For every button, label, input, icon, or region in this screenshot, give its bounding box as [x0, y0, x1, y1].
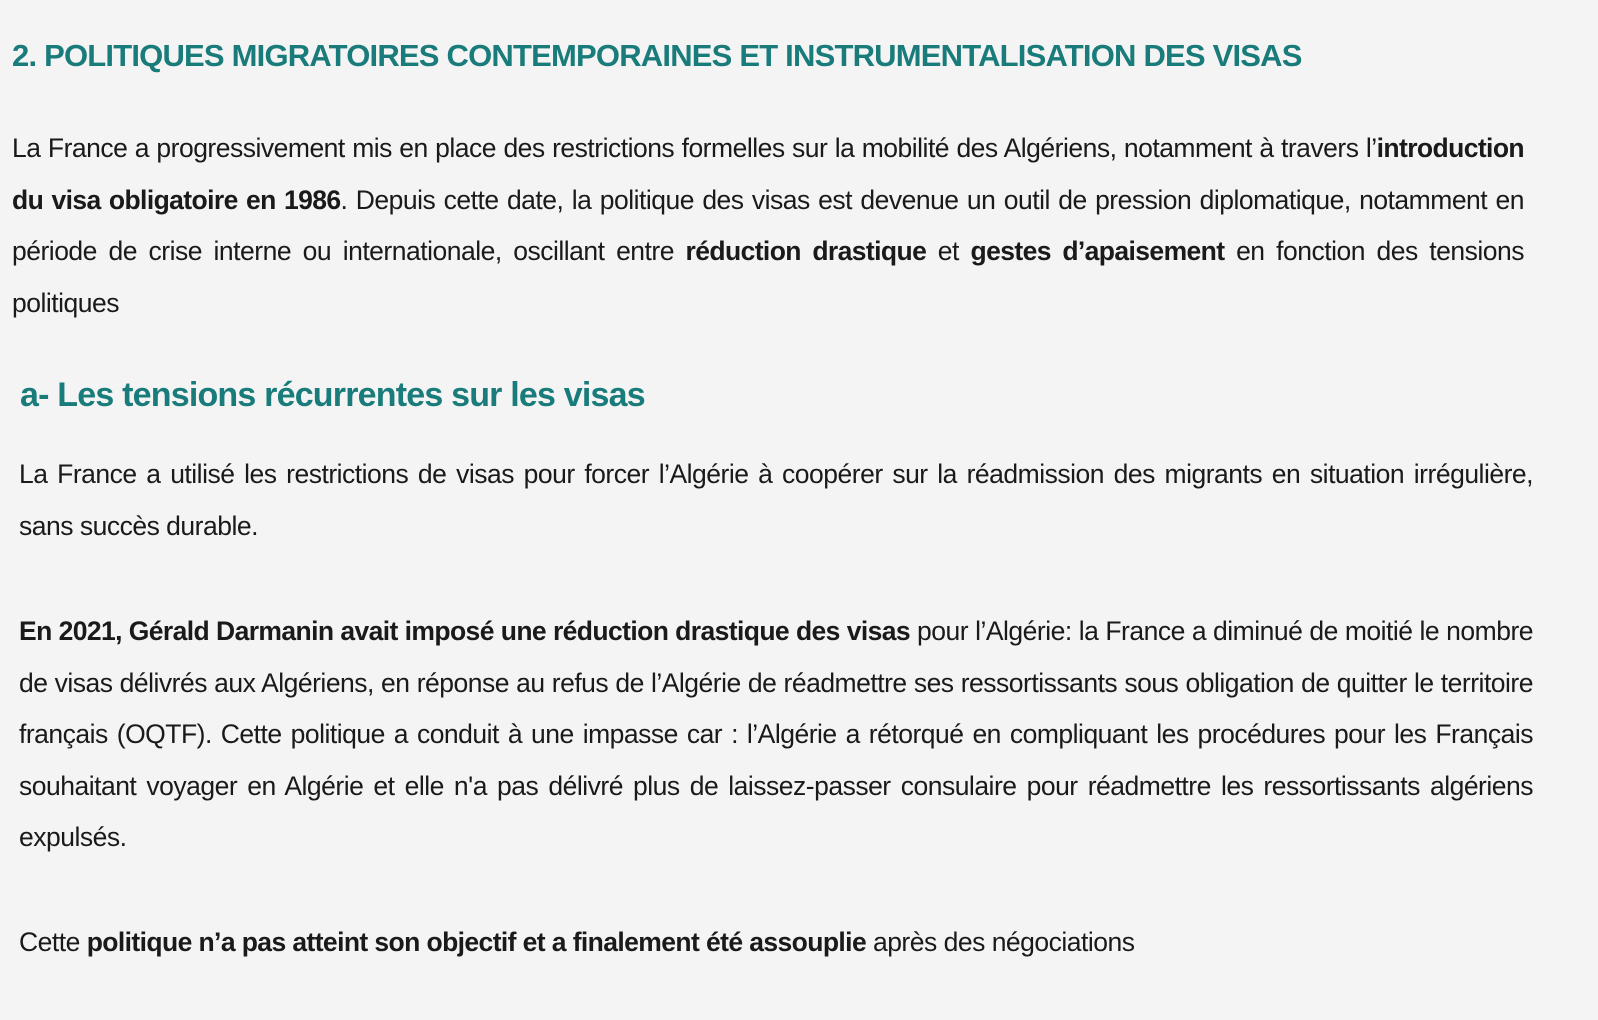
intro-text-3: et: [926, 236, 971, 266]
subsection-heading: a- Les tensions récurrentes sur les visas: [20, 376, 645, 414]
darmanin-text: pour l’Algérie: la France a diminué de moitié le nombre de visas délivrés aux Algériens, en réponse au refus de l’Algérie de réadmettre ses ressortissants sous obligation de quitter le territoire français (OQTF). Cette politique a conduit à une impasse car : l’Algérie a rétorqué en compliquant les procédures pour les Français souhaitant voyager en Algérie et elle n'a pas délivré plus de laissez-passer consulaire pour réadmettre les ressortissants algériens expulsés.: [19, 616, 1534, 852]
intro-bold-apaisement: gestes d’apaisement: [970, 236, 1225, 266]
conclusion-text-1: Cette: [19, 927, 87, 957]
conclusion-text-2: après des négociations: [866, 927, 1135, 957]
intro-bold-visa-1986: introduction du visa obligatoire en 1986: [12, 133, 1524, 215]
intro-paragraph: [12, 123, 1524, 329]
darmanin-paragraph: [19, 606, 1533, 864]
section-heading: 2. POLITIQUES MIGRATOIRES CONTEMPORAINES ET INSTRUMENTALISATION DES VISAS: [12, 38, 1302, 73]
conclusion-paragraph: [19, 917, 1533, 969]
intro-text-2: . Depuis cette date, la politique des visas est devenue un outil de pression diplomatique, notamment en période de crise interne ou internationale, oscillant entre: [12, 184, 1524, 266]
intro-text-4: en fonction des tensions politiques: [12, 236, 1525, 318]
intro-bold-reduction: réduction drastique: [685, 236, 927, 266]
darmanin-bold-lead: En 2021, Gérald Darmanin avait imposé une réduction drastique des visas: [19, 616, 911, 646]
intro-text-1: La France a progressivement mis en place des restrictions formelles sur la mobilité des Algériens, notamment à travers l’: [12, 133, 1377, 163]
conclusion-bold: politique n’a pas atteint son objectif et a finalement été assouplie: [86, 927, 867, 957]
restrictions-paragraph: La France a utilisé les restrictions de visas pour forcer l’Algérie à coopérer sur la réadmission des migrants en situation irrégulière, sans succès durable.: [19, 459, 1533, 541]
